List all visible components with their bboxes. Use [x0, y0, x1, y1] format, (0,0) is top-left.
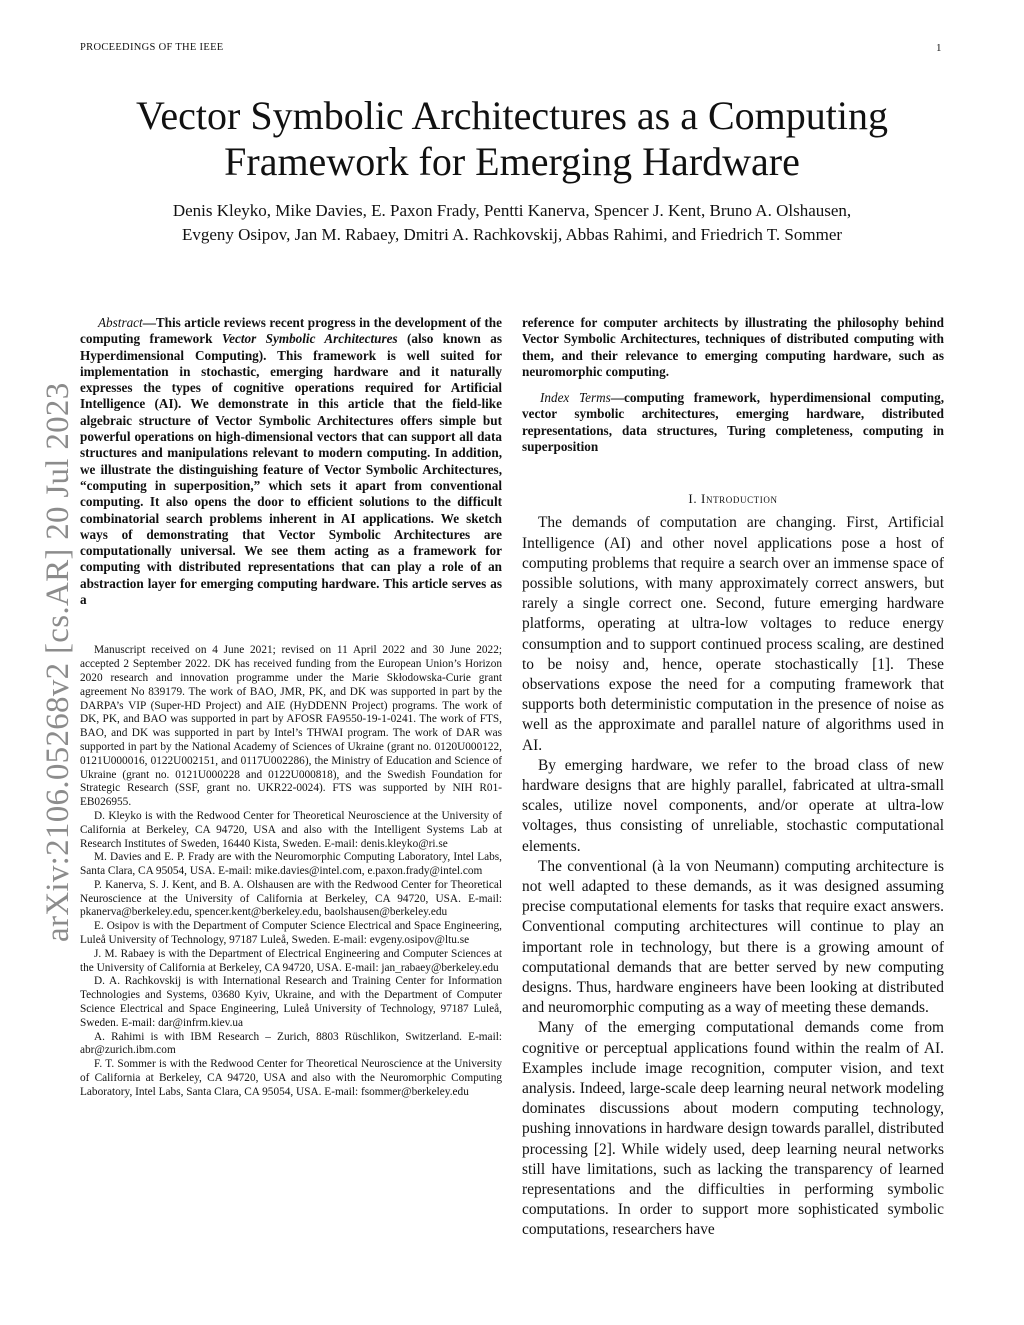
- footnote-affiliation-rahimi: A. Rahimi is with IBM Research – Zurich, 8803 Rüschlikon, Switzerland. E-mail: abr@zurich.ibm.com: [80, 1030, 502, 1057]
- running-header: PROCEEDINGS OF THE IEEE: [80, 42, 224, 53]
- section-heading-introduction: I. Introduction: [688, 491, 778, 507]
- abstract-text-part-1: This article reviews recent progress in the development of the computing framework: [80, 315, 502, 347]
- intro-paragraph-2: By emerging hardware, we refer to the broad class of new hardware designs that are highly parallel, fabricated at ultra-small scales, utilize novel components, and/or operate at ultra-low voltages, thus consisting of unreliable, stochastic computational elements.: [522, 756, 944, 855]
- authors-line-2: Evgeny Osipov, Jan M. Rabaey, Dmitri A. Rachkovskij, Abbas Rahimi, and Friedrich T. Sommer: [181, 225, 843, 244]
- title-line-1: Vector Symbolic Architectures as a Computing: [135, 93, 889, 138]
- footnote-manuscript: Manuscript received on 4 June 2021; revised on 11 April 2022 and 30 June 2022; accepted 2 September 2022. DK has received funding from the European Union’s Horizon 2020 research and innovation programme under the Marie Skłodowska-Curie grant agreement No 839179. The work of BAO, JMR, PK, and DK was supported in part by the DARPA’s VIP (Super-HD Project) and AIE (HyDDENN Project) programs. The work of DK, PK, and BAO was supported in part by AFOSR FA9550-19-1-0241. The work of FTS, BAO, and DK was supported in part by Intel’s THWAI program. The work of DAR was supported in part by the National Academy of Sciences of Ukraine (grant no. 0120U000122, 0121U000016, 0122U002151, and 0117U002286), the Ministry of Education and Science of Ukraine (grant no. 0121U000228 and 0122U000818), and the Swedish Foundation for Strategic Research (SSF, grant no. UKR22-0024). FTS was supported by NIH R01-EB026955.: [80, 644, 502, 809]
- introduction-body: [522, 513, 944, 1240]
- paper-title: [80, 93, 944, 185]
- intro-paragraph-3: The conventional (à la von Neumann) computing architecture is not well adapted to these demands, as it was designed assuming precise computational elements for tasks that require exact answers. Conventional computing architectures will continue to play an important role in technology, but there is a growing amount of computational demands that are better served by new computing designs. Thus, hardware engineers have been looking at distributed and neuromorphic computing as a way of meeting these demands.: [522, 857, 944, 1017]
- right-column: [522, 315, 944, 1241]
- abstract-text-part-2: (also known as Hyperdimensional Computing). This framework is well suited for implementation in stochastic, emerging hardware and it naturally expresses the types of cognitive operations required for Artificial Intelligence (AI). We demonstrate in this article that the field-like algebraic structure of Vector Symbolic Architectures offers simple but powerful operations on high-dimensional vectors that can support all data structures and manipulations relevant to modern computing. In addition, we illustrate the distinguishing feature of Vector Symbolic Architectures, “computing in superposition,” which sets it apart from conventional computing. It also opens the door to efficient solutions to the difficult combinatorial search problems inherent in AI applications. We sketch ways of demonstrating that Vector Symbolic Architectures are computationally universal. We see them acting as a framework for computing with distributed representations that can play a role of an abstraction layer for emerging computing hardware. This article serves as a: [80, 331, 502, 608]
- footnote-affiliation-kleyko: D. Kleyko is with the Redwood Center for Theoretical Neuroscience at the University of California at Berkeley, CA 94720, USA and also with the Intelligent Systems Lab at Research Institutes of Sweden, 16440 Kista, Sweden. E-mail: denis.kleyko@ri.se: [80, 809, 502, 850]
- index-terms-text: —computing framework, hyperdimensional computing, vector symbolic architectures, emerging hardware, distributed representations, data structures, Turing completeness, computing in superposition: [522, 390, 944, 455]
- page-number: 1: [936, 42, 942, 54]
- intro-paragraph-1: The demands of computation are changing. First, Artificial Intelligence (AI) and other novel applications pose a host of computing problems that require a search over an immense space of possible solutions, with many approximately correct answers, but rarely a single correct one. Second, future emerging hardware platforms, operating at ultra-low voltages to reduce energy consumption and to support continued process scaling, are destined to be noisy and, hence, operate stochastically [1]. These observations expose the need for a computing framework that supports both deterministic computation in the presence of noise as well as the approximate and parallel nature of algorithms used in AI.: [522, 514, 944, 754]
- footnote-affiliation-sommer: F. T. Sommer is with the Redwood Center for Theoretical Neuroscience at the University of California at Berkeley, CA 94720, USA and also with the Neuromorphic Computing Laboratory, Intel Labs, Santa Clara, CA 95054, USA. E-mail: fsommer@berkeley.edu: [80, 1058, 502, 1098]
- index-terms: [522, 390, 944, 455]
- authors-line-1: Denis Kleyko, Mike Davies, E. Paxon Frady, Pentti Kanerva, Spencer J. Kent, Bruno A. Olshausen,: [172, 201, 852, 220]
- abstract-dash: —: [142, 315, 156, 330]
- abstract-label: Abstract: [98, 315, 143, 330]
- footnote-affiliation-rachkovskij: D. A. Rachkovskij is with International Research and Training Center for Information Technologies and Systems, 03680 Kyiv, Ukraine, and with the Department of Computer Science Electrical and Space Engineering, Luleå University of Technology, 97187 Luleå, Sweden. E-mail: dar@infrm.kiev.ua: [80, 975, 502, 1029]
- abstract-continued: reference for computer architects by illustrating the philosophy behind Vector Symbolic Architectures, techniques of distributed computing with them, and their relevance to emerging computing hardware, such as neuromorphic computing.: [522, 315, 944, 379]
- left-column: [80, 315, 502, 1100]
- author-list: [80, 199, 944, 247]
- footnote-affiliation-rabaey: J. M. Rabaey is with the Department of Electrical Engineering and Computer Sciences at the University of California at Berkeley, CA 94720, USA. E-mail: jan_rabaey@berkeley.edu: [80, 947, 502, 974]
- footnotes: [80, 644, 502, 1099]
- footnote-affiliation-davies-frady: M. Davies and E. P. Frady are with the Neuromorphic Computing Laboratory, Intel Labs, Santa Clara, CA 95054, USA. E-mail: mike.davies@intel.com, e.paxon.frady@intel.com: [80, 851, 502, 878]
- abstract: [80, 315, 502, 608]
- index-terms-label: Index Terms: [540, 390, 611, 406]
- title-line-2: Framework for Emerging Hardware: [224, 139, 800, 184]
- intro-paragraph-4: Many of the emerging computational demands come from cognitive or perceptual applications found within the realm of AI. Examples include image recognition, computer vision, and text analysis. Indeed, large-scale deep learning neural network modeling dominates discussions about modern computing technology, pushing innovations in hardware design towards parallel, distributed processing [2]. While widely used, deep learning neural networks still have limitations, such as lacking the transparency of learned representations and the difficulties in performing symbolic computations. In order to support more sophisticated symbolic computations, researchers have: [522, 1019, 944, 1239]
- abstract-emphasis: Vector Symbolic Architectures: [221, 331, 398, 347]
- footnote-affiliation-osipov: E. Osipov is with the Department of Computer Science Electrical and Space Engineering, Luleå University of Technology, 97187 Luleå, Sweden. E-mail: evgeny.osipov@ltu.se: [80, 920, 502, 947]
- footnote-affiliation-kanerva-kent-olshausen: P. Kanerva, S. J. Kent, and B. A. Olshausen are with the Redwood Center for Theoretical Neuroscience at the University of California at Berkeley, CA 94720, USA. E-mail: pkanerva@berkeley.edu, spencer.kent@berkeley.edu, baolshausen@berkeley.edu: [80, 878, 502, 919]
- arxiv-stamp: arXiv:2106.05268v2 [cs.AR] 20 Jul 2023: [40, 382, 76, 942]
